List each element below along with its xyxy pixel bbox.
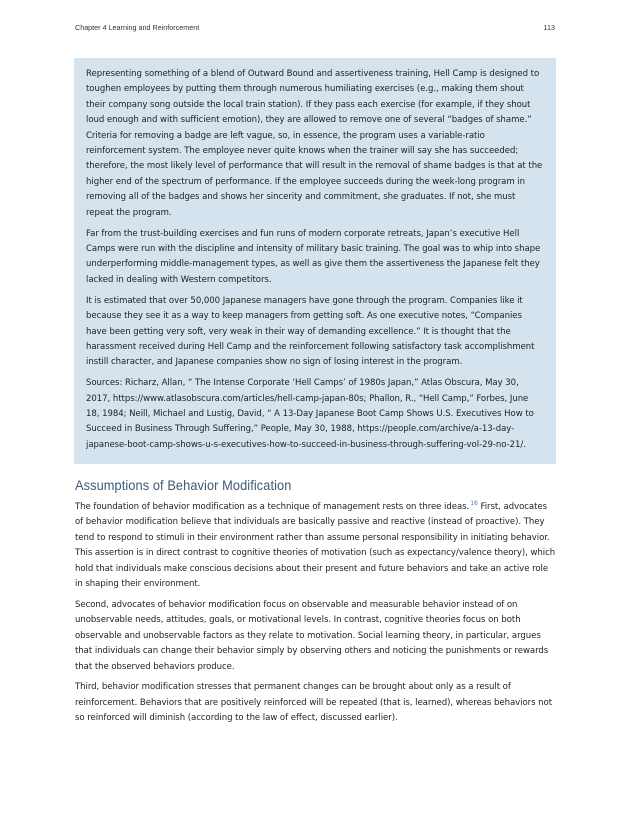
feature-sources: Sources: Richarz, Allan, “ The Intense Corporate ‘Hell Camps’ of 1980s Japan,” Atlas Obscura, May 30, 2017, https://www.atlasobscura.com/articles/hell-camp-japan-80s; Phallon, R., “Hell Camp,” Forbes, June 18, 1984; Neill, Michael and Lustig, David, “ A 13-Day Japanese Boot Camp Shows U.S. Executives How to Succeed in Business Through Suffering,” People, May 30, 1988, https://people.com/archive/a-13-day-japanese-boot-camp-shows-u-s-executives-how-to-succeed-in-business-through-suffering-vol-29-no-21/. — [86, 378, 534, 450]
body-paragraph: Second, advocates of behavior modification focus on observable and measurable behavior instead of on unobservable needs, attitudes, goals, or motivational levels. In contrast, cognitive theories focus on both observable and unobservable factors as they relate to motivation. Social learning theory, in particular, argues that individuals can change their behavior simply by observing others and noticing the punishments or rewards that the observed behaviors produce. — [75, 599, 549, 672]
paragraph-text: First, advocates of behavior modification believe that individuals are basically passive and reactive (instead of proactive). They tend to respond to stimuli in their environment rather than assume personal responsibility in initiating behavior. This assertion is in direct contrast to cognitive theories of motivation (such as expectancy/valence theory), which hold that individuals make conscious decisions about their present and future behaviors and take an active role in shaping their environment. — [75, 502, 556, 590]
body-paragraph — [75, 500, 557, 592]
paragraph-text: The foundation of behavior modification as a technique of management rests on three ideas. — [75, 502, 470, 512]
feature-paragraph: It is estimated that over 50,000 Japanese managers have gone through the program. Companies like it because they see it as a way to keep managers from getting soft. As one executive notes, “Companies have been getting very soft, very weak in their way of demanding excellence.” It is thought that the harassment received during Hell Camp and the reinforcement following satisfactory task accomplishment instill character, and Japanese companies show no sign of losing interest in the program. — [86, 295, 535, 368]
body-paragraph: Third, behavior modification stresses that permanent changes can be brought about only as a result of reinforcement. Behaviors that are positively reinforced will be repeated (that is, learned), whereas behaviors not so reinforced will diminish (according to the law of effect, discussed earlier). — [75, 682, 553, 724]
section-heading: Assumptions of Behavior Modification — [75, 478, 292, 493]
feature-box — [74, 58, 556, 464]
feature-paragraph: Representing something of a blend of Outward Bound and assertiveness training, Hell Camp is designed to toughen employees by putting them through numerous humiliating exercises (e.g., making them shout their company song outside the local train station). If they pass each exercise (for example, if they shout loud enough and with sufficient emotion), they are allowed to remove one of several “badges of shame.” Criteria for removing a badge are left vague, so, in essence, the program uses a variable-ratio reinforcement system. The employee never quite knows when the trainer will say she has succeeded; therefore, the most likely level of performance that will result in the removal of shame badges is that at the higher end of the spectrum of performance. If the employee succeeds during the week-long program in removing all of the badges and shows her sincerity and commitment, she graduates. If not, she must repeat the program. — [86, 69, 543, 218]
feature-paragraph: Far from the trust-building exercises and fun runs of modern corporate retreats, Japan’s executive Hell Camps were run with the discipline and intensity of military basic training. The goal was to whip into shape underperforming middle-management types, as well as give them the assertiveness the Japanese felt they lacked in dealing with Western competitors. — [86, 228, 541, 285]
running-header — [75, 23, 555, 32]
chapter-title: Chapter 4 Learning and Reinforcement — [75, 23, 200, 32]
page-number: 113 — [543, 23, 555, 32]
footnote-link[interactable]: 16 — [470, 500, 478, 508]
body-text — [75, 500, 557, 732]
